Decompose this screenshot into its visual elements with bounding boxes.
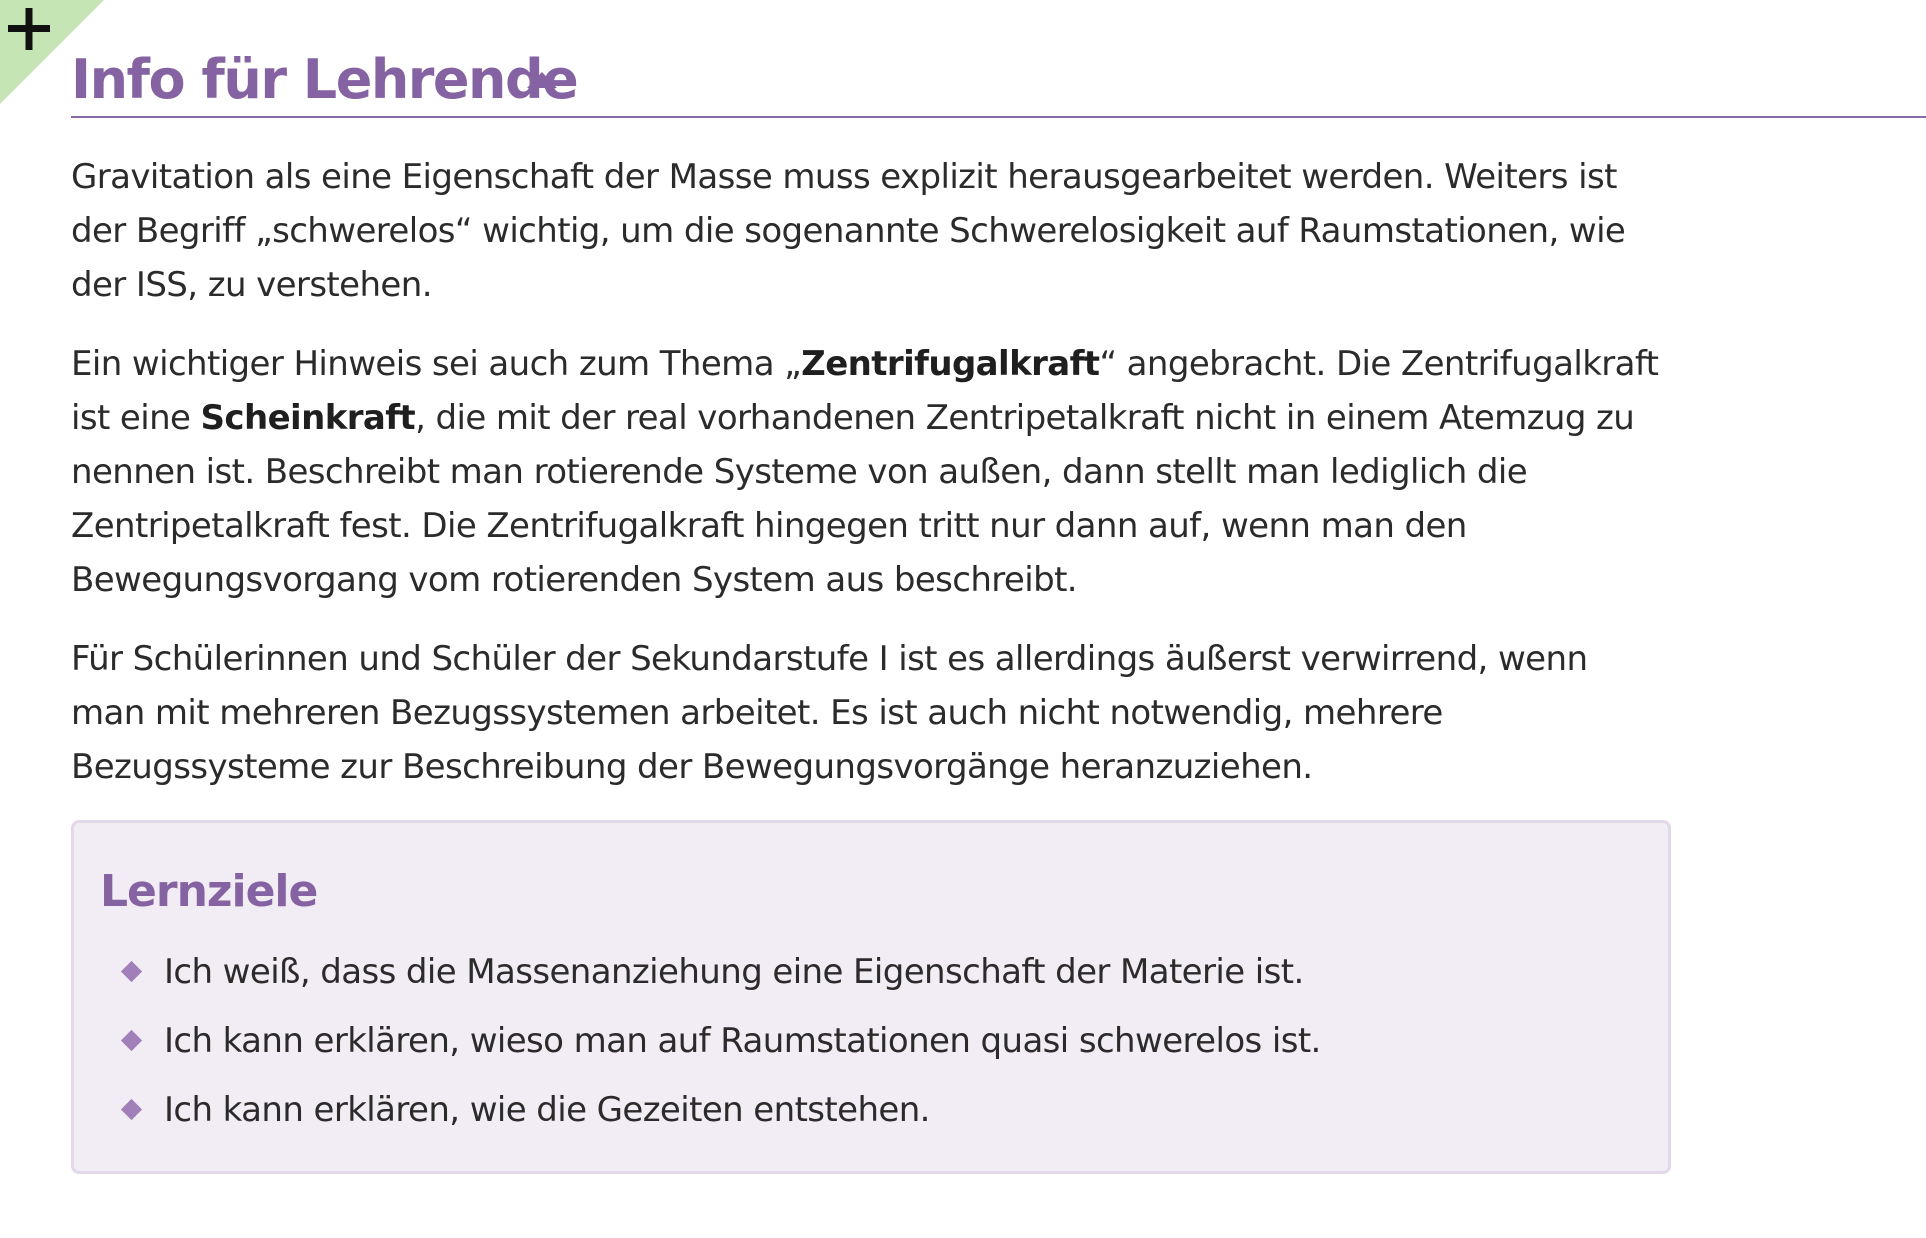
term-scheinkraft: Scheinkraft <box>200 398 416 438</box>
learning-goal-item <box>100 1014 1321 1083</box>
learning-goal-item <box>100 945 1321 1014</box>
learning-goals-title: Lernziele <box>100 866 318 917</box>
caret-up-icon[interactable] <box>527 72 557 88</box>
info-content <box>71 150 1671 819</box>
paragraph-gravitation: Gravitation als eine Eigenschaft der Masse muss explizit herausgearbeitet werden. Weiters ist der Begriff „schwerelos“ wichtig, um die sogenannte Schwerelosigkeit auf Raumstationen, wie der ISS, zu verstehen. <box>71 157 1626 305</box>
learning-goal-text: Ich kann erklären, wie die Gezeiten entstehen. <box>164 1090 930 1130</box>
text-segment: Ein wichtiger Hinweis sei auch zum Thema „ <box>71 344 802 384</box>
diamond-bullet-icon <box>121 1099 142 1120</box>
diamond-bullet-icon <box>121 961 142 982</box>
section-header <box>71 40 1926 118</box>
text-segment: , die mit der real vorhandenen Zentripetalkraft nicht in einem Atemzug zu nennen ist. Beschreibt man rotierende Systeme von außen, dann stellt man lediglich die Zentripetalkraft fest. Die Zentrifugalkraft hingegen tritt nur dann auf, wenn man den Bewegungsvorgang vom rotierenden System aus beschreibt. <box>71 398 1635 600</box>
text-segment: “ angebracht. Die Zentrifugalkraft ist eine <box>71 344 1659 438</box>
learning-goal-text: Ich kann erklären, wieso man auf Raumstationen quasi schwerelos ist. <box>164 1021 1321 1061</box>
paragraph-zentrifugalkraft <box>71 337 1671 607</box>
paragraph-bezugssysteme: Für Schülerinnen und Schüler der Sekundarstufe I ist es allerdings äußerst verwirrend, wenn man mit mehreren Bezugssystemen arbeitet. Es ist auch nicht notwendig, mehrere Bezugssysteme zur Beschreibung der Bewegungsvorgänge heranzuziehen. <box>71 639 1588 787</box>
learning-goal-text: Ich weiß, dass die Massenanziehung eine Eigenschaft der Materie ist. <box>164 952 1304 992</box>
learning-goals-list <box>100 945 1321 1152</box>
section-title: Info für Lehrende <box>71 48 578 111</box>
term-zentrifugalkraft: Zentrifugalkraft <box>801 344 1100 384</box>
learning-goal-item <box>100 1083 1321 1152</box>
learning-goals-box <box>71 820 1671 1174</box>
diamond-bullet-icon <box>121 1030 142 1051</box>
